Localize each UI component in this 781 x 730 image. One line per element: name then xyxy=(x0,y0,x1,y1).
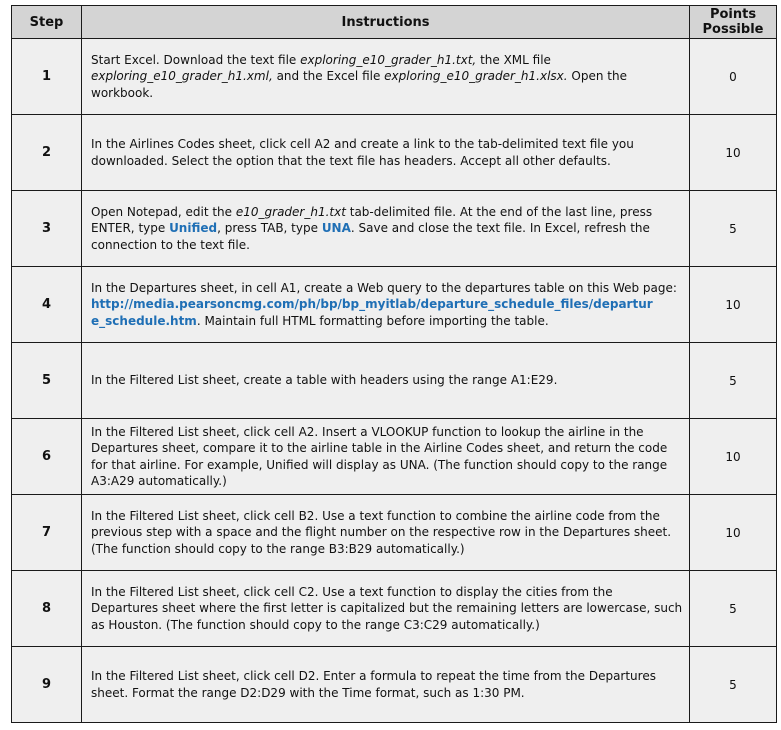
points-value: 10 xyxy=(690,495,777,571)
instruction-text: and the Excel file xyxy=(272,69,385,84)
step-number: 9 xyxy=(12,647,82,723)
instruction-text: In the Airlines Codes sheet, click cell A2 and create a link to the tab-delimited text file you downloaded. Select the option that the text file has headers. Accept all other defaults. xyxy=(91,137,634,168)
step-number: 4 xyxy=(12,267,82,343)
instruction-text: . Maintain full HTML formatting before importing the table. xyxy=(196,313,549,328)
step-instructions xyxy=(82,343,690,419)
header-step: Step xyxy=(12,6,82,39)
filename-text: exploring_e10_grader_h1.txt, xyxy=(300,52,477,67)
highlighted-text: UNA xyxy=(321,221,351,236)
step-number: 5 xyxy=(12,343,82,419)
step-number: 8 xyxy=(12,571,82,647)
filename-text: exploring_e10_grader_h1.xlsx. xyxy=(384,69,568,84)
step-instructions xyxy=(82,267,690,343)
step-number: 3 xyxy=(12,191,82,267)
table-row xyxy=(12,39,777,115)
table-row xyxy=(12,343,777,419)
table-row xyxy=(12,495,777,571)
points-value: 5 xyxy=(690,571,777,647)
instruction-text: the XML file xyxy=(476,52,551,67)
instructions-document xyxy=(11,5,777,723)
step-instructions xyxy=(82,647,690,723)
steps-table xyxy=(11,5,777,723)
step-instructions xyxy=(82,419,690,495)
table-row xyxy=(12,115,777,191)
instruction-text: In the Filtered List sheet, click cell A2. Insert a VLOOKUP function to lookup the airline in the Departures sheet, compare it to the airline table in the Airline Codes sheet, and return the code for that airline. For example, Unified will display as UNA. (The function should copy to the range A3:A29 automatically.) xyxy=(91,424,668,488)
points-value: 10 xyxy=(690,267,777,343)
instruction-text: In the Departures sheet, in cell A1, create a Web query to the departures table on this Web page: xyxy=(91,280,677,295)
points-value: 5 xyxy=(690,191,777,267)
points-value: 0 xyxy=(690,39,777,115)
step-number: 2 xyxy=(12,115,82,191)
table-row xyxy=(12,571,777,647)
points-value: 5 xyxy=(690,343,777,419)
table-row xyxy=(12,419,777,495)
instruction-text: Open Notepad, edit the xyxy=(91,204,236,219)
steps-body xyxy=(12,39,777,723)
highlighted-text: http://media.pearsoncmg.com/ph/bp/bp_myitlab/departure_schedule_files/departur e_schedule.htm xyxy=(91,297,653,328)
header-points: Points Possible xyxy=(690,6,777,39)
instruction-text: Start Excel. Download the text file xyxy=(91,52,301,67)
table-row xyxy=(12,191,777,267)
instruction-text: In the Filtered List sheet, create a table with headers using the range A1:E29. xyxy=(91,373,558,388)
instruction-text: In the Filtered List sheet, click cell C2. Use a text function to display the cities from the Departures sheet where the first letter is capitalized but the remaining letters are lowercase, such as Houston. (The function should copy to the range C3:C29 automatically.) xyxy=(91,584,683,632)
instruction-text: . Save and close the text file. In Excel, refresh the connection to the text file. xyxy=(91,221,650,252)
header-row xyxy=(12,6,777,39)
points-value: 5 xyxy=(690,647,777,723)
highlighted-text: Unified xyxy=(169,221,218,236)
instruction-text: Open the workbook. xyxy=(91,69,627,100)
step-instructions xyxy=(82,115,690,191)
step-instructions xyxy=(82,191,690,267)
step-instructions xyxy=(82,495,690,571)
instruction-text: In the Filtered List sheet, click cell D2. Enter a formula to repeat the time from the Departures sheet. Format the range D2:D29 with the Time format, such as 1:30 PM. xyxy=(91,669,656,700)
step-instructions xyxy=(82,39,690,115)
instruction-text: In the Filtered List sheet, click cell B2. Use a text function to combine the airline code from the previous step with a space and the flight number on the respective row in the Departures sheet. (The function should copy to the range B3:B29 automatically.) xyxy=(91,508,672,556)
instruction-text: tab-delimited file. At the end of the last line, press ENTER, type xyxy=(91,204,653,236)
step-number: 1 xyxy=(12,39,82,115)
points-value: 10 xyxy=(690,115,777,191)
filename-text: e10_grader_h1.txt xyxy=(235,204,346,219)
step-number: 6 xyxy=(12,419,82,495)
table-row xyxy=(12,647,777,723)
header-instructions: Instructions xyxy=(82,6,690,39)
filename-text: exploring_e10_grader_h1.xml, xyxy=(91,69,273,84)
step-number: 7 xyxy=(12,495,82,571)
points-value: 10 xyxy=(690,419,777,495)
table-row xyxy=(12,267,777,343)
instruction-text: , press TAB, type xyxy=(217,221,322,236)
step-instructions xyxy=(82,571,690,647)
